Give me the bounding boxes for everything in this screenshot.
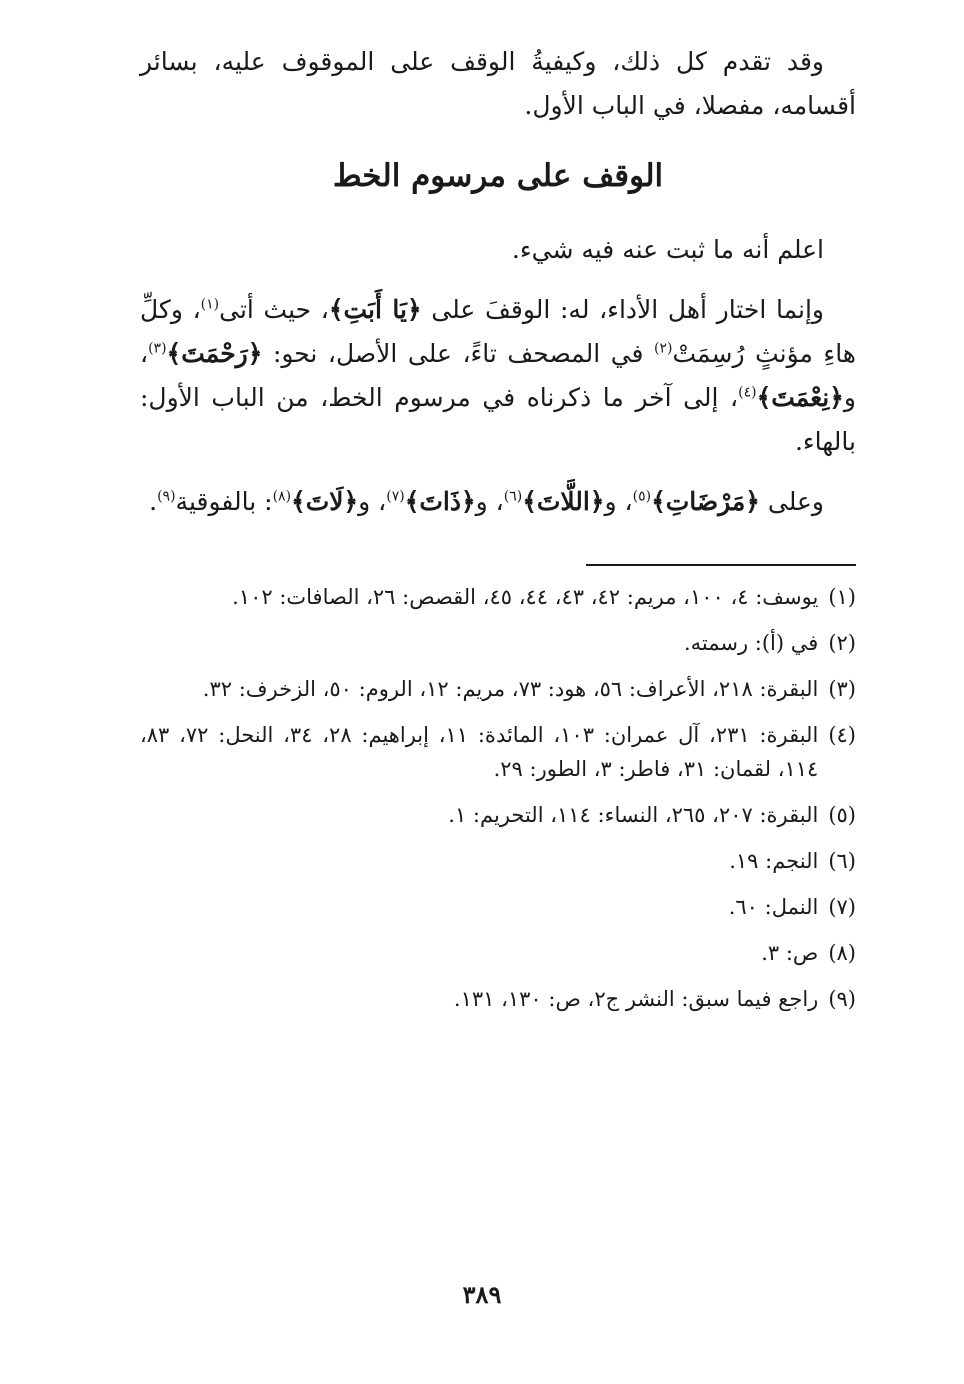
footnote-item — [140, 844, 856, 878]
text-segment: في المصحف تاءً، على الأصل، نحو: — [272, 339, 655, 368]
footnote-number: (٨) — [828, 941, 856, 965]
text-segment: وعلى — [767, 487, 824, 516]
text-segment: ، حيث أتى — [219, 295, 329, 324]
footnote-item — [140, 580, 856, 614]
footnote-item — [140, 718, 856, 786]
quran-word: ﴿لَاتَ﴾ — [291, 487, 359, 516]
footnote-ref[interactable]: (٢) — [654, 340, 673, 357]
footnote-ref[interactable]: (٦) — [503, 488, 523, 505]
text-segment: ، إلى آخر ما ذكرناه في مرسوم الخط، من الباب الأول: بالهاء. — [140, 383, 856, 456]
footnote-number: (١) — [828, 585, 856, 609]
footnote-item — [140, 798, 856, 832]
page-number: ٣٨٩ — [462, 1280, 502, 1309]
footnote-text: راجع فيما سبق: النشر ج٢، ص: ١٣٠، ١٣١. — [453, 987, 819, 1011]
footnote-item — [140, 626, 856, 660]
quran-word: ﴿ذَاتَ﴾ — [404, 487, 476, 516]
footnote-number: (٢) — [828, 631, 856, 655]
footnote-ref[interactable]: (٩) — [157, 488, 176, 505]
text-segment: ، و — [140, 339, 856, 412]
footnote-item — [140, 936, 856, 970]
footnote-text: النجم: ١٩. — [729, 849, 819, 873]
footnote-text: البقرة: ٢٣١، آل عمران: ١٠٣، المائدة: ١١، إبراهيم: ٢٨، ٣٤، النحل: ٧٢، ٨٣، ١١٤، لقمان: ٣١، فاطر: ٣، الطور: ٢٩. — [140, 723, 819, 781]
footnote-ref[interactable]: (١) — [200, 296, 220, 313]
text-segment: وإنما اختار أهل الأداء، له: الوقفَ على — [431, 295, 824, 324]
text-segment: ، و — [475, 487, 504, 516]
footnote-ref[interactable]: (٨) — [272, 488, 292, 505]
footnote-divider — [586, 564, 856, 566]
page-body — [140, 40, 856, 1028]
footnote-item — [140, 672, 856, 706]
text-segment: ، و — [604, 487, 633, 516]
paragraph-know-text: اعلم أنه ما ثبت عنه فيه شيء. — [511, 235, 824, 264]
paragraph-intro — [140, 40, 856, 128]
footnote-ref[interactable]: (٤) — [738, 384, 757, 401]
paragraph-also — [140, 480, 856, 524]
footnotes-list — [140, 580, 856, 1016]
paragraph-choice — [140, 288, 856, 464]
footnote-text: ص: ٣. — [761, 941, 819, 965]
footnote-number: (٩) — [828, 987, 856, 1011]
footnote-text: البقرة: ٢١٨، الأعراف: ٥٦، هود: ٧٣، مريم: ١٢، الروم: ٥٠، الزخرف: ٣٢. — [202, 677, 819, 701]
paragraph-know — [140, 228, 856, 272]
footnote-text: يوسف: ٤، ١٠٠، مريم: ٤٢، ٤٣، ٤٤، ٤٥، القصص: ٢٦، الصافات: ١٠٢. — [232, 585, 819, 609]
text-segment: ، وكلِّ هاءِ مؤنثٍ رُسِمَتْ — [140, 295, 856, 368]
section-heading: الوقف على مرسوم الخط — [332, 158, 664, 194]
footnote-ref[interactable]: (٥) — [632, 488, 652, 505]
footnote-ref[interactable]: (٣) — [148, 340, 167, 357]
footnote-ref[interactable]: (٧) — [386, 488, 405, 505]
footnote-text: النمل: ٦٠. — [728, 895, 819, 919]
text-segment: : بالفوقية — [175, 487, 273, 516]
quran-word: ﴿يَا أَبَتِ﴾ — [328, 295, 422, 324]
text-segment: ، و — [358, 487, 387, 516]
quran-word: ﴿نِعْمَتَ﴾ — [756, 383, 844, 412]
footnote-item — [140, 982, 856, 1016]
quran-word: ﴿مَرْضَاتِ﴾ — [651, 487, 760, 516]
footnote-number: (٧) — [828, 895, 856, 919]
text-segment: . — [149, 487, 158, 516]
footnote-number: (٣) — [828, 677, 856, 701]
footnote-item — [140, 890, 856, 924]
footnote-text: في (أ): رسمته. — [683, 631, 819, 655]
footnote-number: (٥) — [828, 803, 856, 827]
footnote-number: (٦) — [828, 849, 856, 873]
quran-word: ﴿رَحْمَتَ﴾ — [166, 339, 263, 368]
footnote-number: (٤) — [828, 723, 856, 747]
quran-word: ﴿اللَّاتَ﴾ — [522, 487, 605, 516]
paragraph-intro-text: وقد تقدم كل ذلك، وكيفيةُ الوقف على الموقوف عليه، بسائر أقسامه، مفصلا، في الباب الأول. — [140, 47, 856, 120]
footnote-text: البقرة: ٢٠٧، ٢٦٥، النساء: ١١٤، التحريم: ١. — [448, 803, 819, 827]
